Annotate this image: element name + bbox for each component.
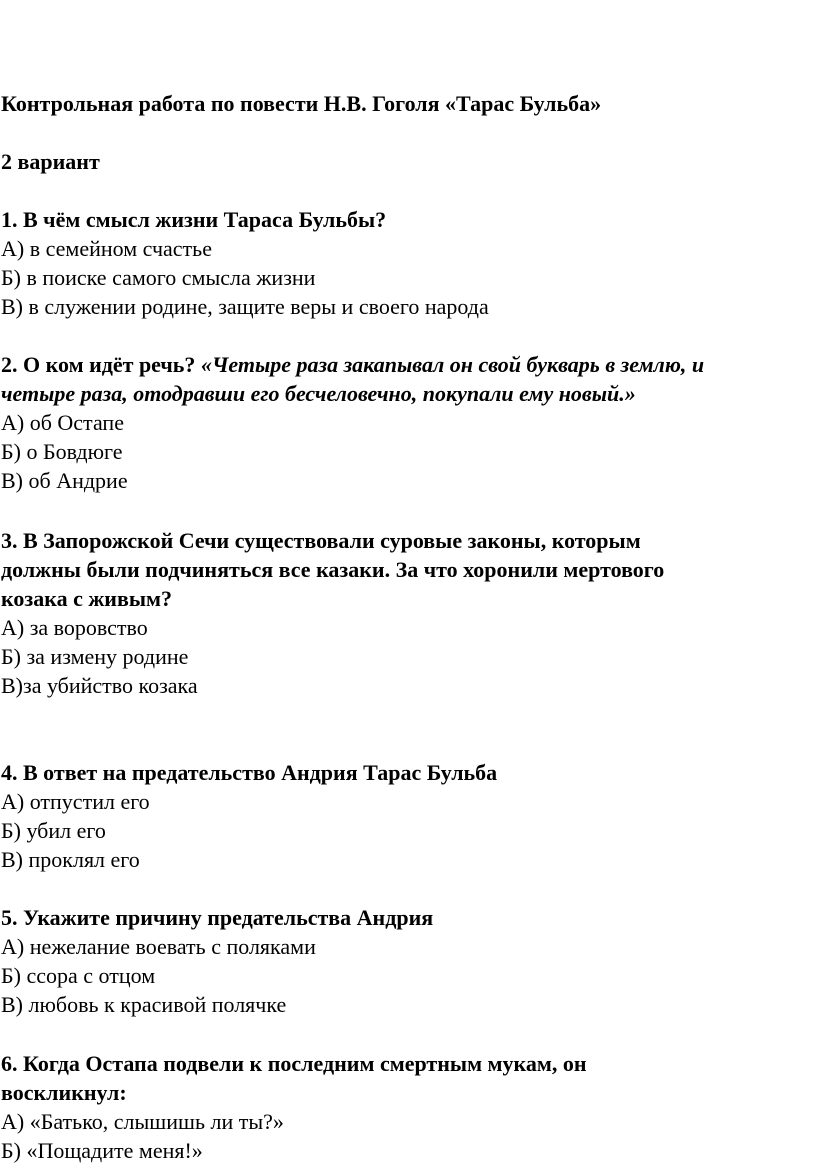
question-6-option-b: Б) «Пощадите меня!» [1,1138,203,1163]
variant-label: 2 вариант [1,149,100,174]
question-6-option-a: А) «Батько, слышишь ли ты?» [1,1109,284,1134]
question-2-quote-line-2: четыре раза, отодравши его бесчеловечно, покупали ему новый.» [1,381,636,406]
question-4: 4. В ответ на предательство Андрия Тарас Бульба [1,760,498,785]
question-6-line-2: воскликнул: [1,1080,127,1105]
question-1-option-a: А) в семейном счастье [1,236,212,261]
question-2-option-c: В) об Андрие [1,468,128,493]
question-1: 1. В чём смысл жизни Тараса Бульбы? [1,207,387,232]
question-4-option-b: Б) убил его [1,818,106,843]
question-3-option-a: А) за воровство [1,615,148,640]
question-3-line-1: 3. В Запорожской Сечи существовали суровые законы, которым [1,528,641,553]
question-5-option-a: А) нежелание воевать с поляками [1,934,316,959]
question-2-text: 2. О ком идёт речь? [1,352,196,377]
question-3-option-b: Б) за измену родине [1,644,189,669]
question-2-option-a: А) об Остапе [1,410,124,435]
question-6-line-1: 6. Когда Остапа подвели к последним смертным мукам, он [1,1051,587,1076]
question-1-option-c: В) в служении родине, защите веры и своего народа [1,294,489,319]
question-4-option-a: А) отпустил его [1,789,150,814]
question-4-option-c: В) проклял его [1,847,140,872]
question-3-option-c: В)за убийство козака [1,673,198,698]
document-title: Контрольная работа по повести Н.В. Гоголя «Тарас Бульба» [1,91,602,116]
question-2-quote-line-1: «Четыре раза закапывал он свой букварь в землю, и [200,352,705,377]
question-3-line-3: козака с живым? [1,586,173,611]
question-5-option-b: Б) ссора с отцом [1,963,156,988]
question-2-option-b: Б) о Бовдюге [1,439,123,464]
question-1-option-b: Б) в поиске самого смысла жизни [1,265,316,290]
question-3-line-2: должны были подчиняться все казаки. За что хоронили мертового [1,557,665,582]
question-5-option-c: В) любовь к красивой полячке [1,992,287,1017]
question-2 [1,350,704,379]
question-5: 5. Укажите причину предательства Андрия [1,905,434,930]
